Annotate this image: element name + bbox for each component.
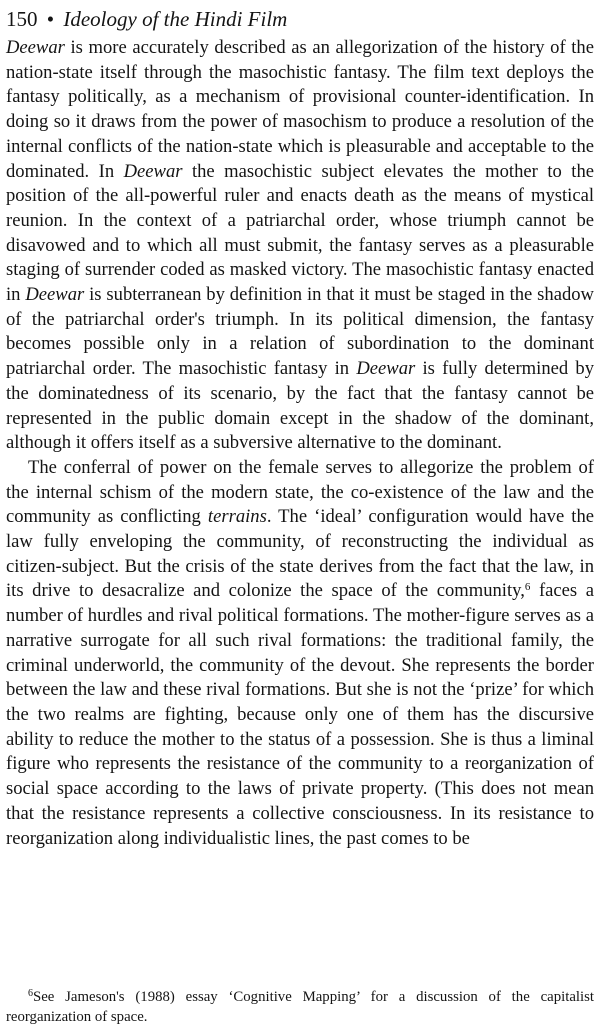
- paragraph-2: [6, 456, 594, 851]
- running-title: Ideology of the Hindi Film: [63, 7, 288, 31]
- film-title: Deewar: [123, 160, 183, 182]
- paragraph-1-text-d: is fully determined by the dominatedness of its scenario, by the fact that the fantasy cannot be represented in the public domain except in the shadow of the dominant, although it offers itself as a subversive alternative to the dominant.: [6, 358, 595, 454]
- film-title: Deewar: [6, 37, 65, 58]
- paragraph-2-text-c: faces a number of hurdles and rival political formations. The mother-figure serves as a narrative surrogate for all such rival formations: the traditional family, the criminal underworld, the community of the devout. She represents the border between the law and these rival formations. But she is not the ‘prize’ for which the two realms are fighting, because only one of them has the discursive ability to reduce the mother to the status of a possession. She is thus a liminal figure who represents the resistance of the community to a reorganization of social space according to the laws of private property. (This does not mean that the resistance represents a collective consciousness. In its resistance to reorganization along individualistic lines, the past comes to be: [6, 580, 594, 849]
- paragraph-1-text-c: is subterranean by definition in that it must be staged in the shadow of the patriarchal order's triumph. In its political dimension, the fantasy becomes possible only in a relation of subordination to the dominant patriarchal order. The masochistic fantasy in: [6, 284, 594, 380]
- footnote-reference[interactable]: 6: [524, 581, 531, 594]
- film-title: Deewar: [356, 358, 416, 380]
- paragraph-2-text-b: . The ‘ideal’ configuration would have the law fully enveloping the community, of reconstructing the individual as citizen-subject. But the crisis of the state derives from the fact that the law, in its drive to desacralize and colonize the space of the community,: [6, 506, 594, 602]
- footnote: [6, 987, 594, 1027]
- paragraph-1-text-b: the masochistic subject elevates the mother to the position of the all-powerful ruler and enacts death as the means of mystical reunion. In the context of a patriarchal order, whose triumph cannot be disavowed and to which all must submit, the fantasy serves as a pleasurable staging of surrender coded as masked victory. The masochistic fantasy enacted in: [6, 160, 595, 306]
- film-title: Deewar: [25, 284, 85, 306]
- running-head: [6, 2, 594, 36]
- paragraph-1-text-a: is more accurately described as an allegorization of the history of the nation-state itself through the masochistic fantasy. The film text deploys the fantasy politically, as a mechanism of provisional counter-identification. In doing so it draws from the power of masochism to produce a resolution of the internal conflicts of the nation-state which is pleasurable and acceptable to the dominated. In: [6, 37, 594, 182]
- body-text: [6, 36, 594, 851]
- page-number: 150: [6, 7, 38, 31]
- bullet-separator: •: [46, 7, 55, 31]
- footnote-marker: 6: [28, 988, 33, 999]
- paragraph-1: [6, 36, 594, 456]
- footnote-text: See Jameson's (1988) essay ‘Cognitive Mapping’ for a discussion of the capitalist reorganization of space.: [6, 989, 594, 1025]
- paragraph-2-text-a: The conferral of power on the female serves to allegorize the problem of the internal schism of the modern state, the co-existence of the law and the community as conflicting: [6, 456, 594, 528]
- italic-term: terrains: [207, 506, 267, 528]
